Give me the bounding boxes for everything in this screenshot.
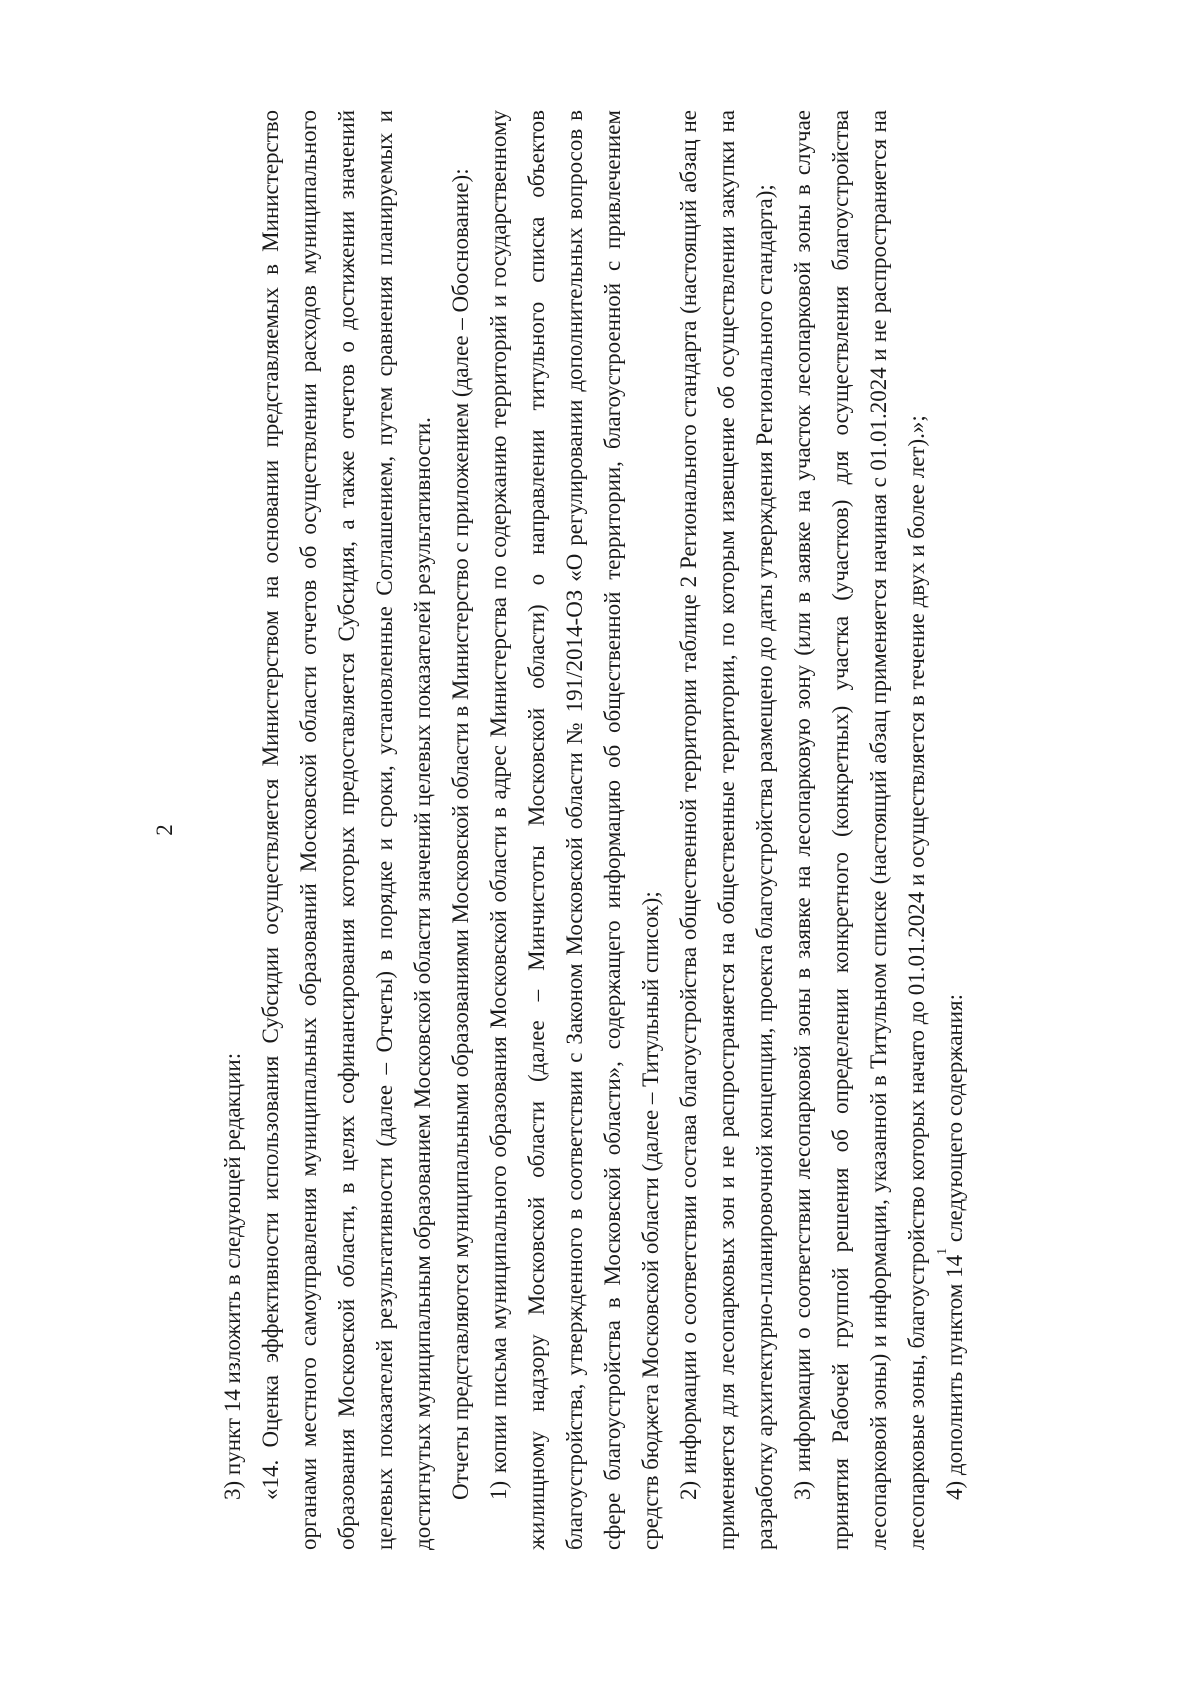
page-content — [150, 110, 1110, 1550]
paragraph-5: 2) информации о соответствии состава благоустройства общественной территории таблице 2 Регионального стандарта (настоящий абзац не применяется для лесопарковых зон и не распространяется на общественные территории, по которым извещение об осуществлении закупки на разработку архитектурно-планировочной концепции, проекта благоустройства размещено до даты утверждения Регионального стандарта); — [676, 110, 777, 1550]
paragraph-7-tail: следующего содержания: — [942, 993, 967, 1248]
paragraph-7-superscript: 1 — [935, 1247, 950, 1255]
paragraph-2: «14. Оценка эффективности использования Субсидии осуществляется Министерством на основании представляемых в Министерство органами местного самоуправления муниципальных образований Московской области отчетов об осуществлении расходов муниципального образования Московской области, в целях софинансирования которых предоставляется Субсидия, а также отчетов о достижении значений целевых показателей результативности (далее – Отчеты) в порядке и сроки, установленные Соглашением, путем сравнения планируемых и достигнутых муниципальным образованием Московской области значений целевых показателей результативности. — [258, 110, 435, 1550]
paragraph-3: Отчеты представляются муниципальными образованиями Московской области в Министерство с приложением (далее – Обоснование): — [448, 168, 473, 1500]
document-body — [214, 110, 974, 1550]
paragraph-7-text: 4) дополнить пунктом 14 — [942, 1254, 967, 1500]
paragraph-7 — [936, 110, 974, 1550]
paragraph-4: 1) копии письма муниципального образования Московской области в адрес Министерства по содержанию территорий и государственному жилищному надзору Московской области (далее – Минчистоты Московской области) о направлении титульного списка объектов благоустройства, утвержденного в соответствии с Законом Московской области № 191/2014-ОЗ «О регулировании дополнительных вопросов в сфере благоустройства в Московской области», содержащего информацию об общественной территории, благоустроенной с привлечением средств бюджета Московской области (далее – Титульный список); — [486, 110, 663, 1550]
rotated-page-content — [150, 110, 1110, 1550]
page-number: 2 — [152, 824, 177, 836]
paragraph-1: 3) пункт 14 изложить в следующей редакции: — [220, 1052, 245, 1500]
paragraph-6: 3) информации о соответствии лесопарковой зоны в заявке на лесопарковую зону (или в заявке на участок лесопарковой зоны в случае принятия Рабочей группой решения об определении конкретного (конкретных) участка (участков) для осуществления благоустройства лесопарковой зоны) и информации, указанной в Титульном списке (настоящий абзац применяется начиная с 01.01.2024 и не распространяется на лесопарковые зоны, благоустройство которых начато до 01.01.2024 и осуществляется в течение двух и более лет).»; — [790, 110, 929, 1550]
